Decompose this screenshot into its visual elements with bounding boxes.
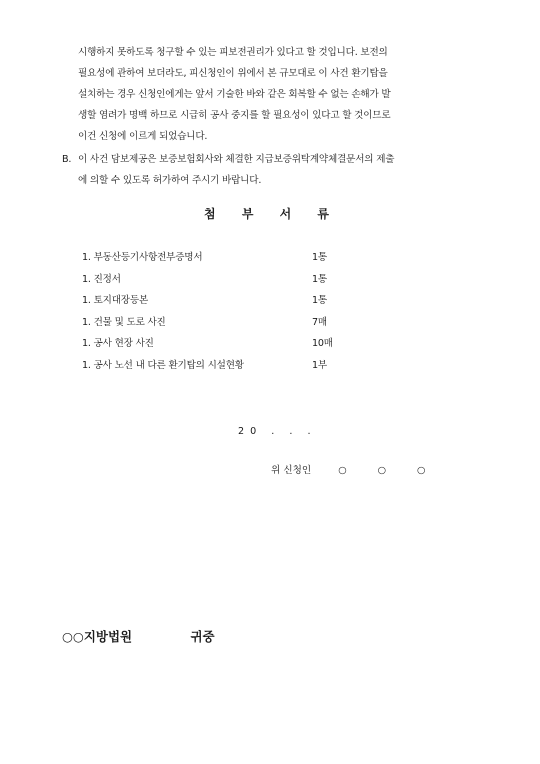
court-name: ○○지방법원 <box>62 629 133 644</box>
attachment-name: 1. 진정서 <box>82 273 121 285</box>
attachment-name: 1. 공사 노선 내 다른 환기탑의 시설현황 <box>82 359 244 371</box>
item-b-text: 이 사건 담보제공은 보증보험회사와 체결한 지급보증위탁계약체결문서의 제출 <box>78 154 395 165</box>
attachment-row <box>82 355 352 377</box>
paragraph-line: 생할 염려가 명백 하므로 시급히 공사 중지를 할 필요성이 있다고 할 것이므로 <box>78 110 391 121</box>
paragraph-line: 필요성에 관하여 보더라도, 피신청인이 위에서 본 규모대로 이 사건 환기탑을 <box>78 68 388 79</box>
attachment-quantity: 10매 <box>312 338 333 349</box>
paragraph-line: 이건 신청에 이르게 되었습니다. <box>78 131 208 142</box>
addressee-honorific: 귀중 <box>190 629 215 644</box>
attachment-row <box>82 247 352 269</box>
attachment-quantity: 1통 <box>312 252 327 263</box>
paragraph-line: 시행하지 못하도록 청구할 수 있는 피보전권리가 있다고 할 것입니다. 보전의 <box>78 47 388 58</box>
attachment-row <box>82 290 352 312</box>
attachment-name: 1. 건물 및 도로 사진 <box>82 316 166 328</box>
item-marker: B. <box>62 154 72 165</box>
signer-line <box>271 462 439 476</box>
attachment-quantity: 7매 <box>312 316 327 328</box>
signer-name-placeholder: ○ ○ ○ <box>338 465 440 476</box>
filing-date: 20 . . . <box>238 426 317 437</box>
attachments-heading: 첨 부 서 류 <box>204 207 340 221</box>
body-paragraph <box>78 42 498 147</box>
attachment-quantity: 1부 <box>312 359 327 371</box>
attachments-list <box>82 247 352 376</box>
paragraph-line: 설치하는 경우 신청인에게는 앞서 기술한 바와 같은 회복할 수 없는 손해가 발 <box>78 89 391 100</box>
item-b-first-line <box>62 149 502 170</box>
security-request-item <box>62 149 502 191</box>
attachment-row <box>82 312 352 334</box>
attachment-quantity: 1통 <box>312 273 327 285</box>
addressee-line <box>62 627 215 645</box>
attachment-quantity: 1통 <box>312 295 327 306</box>
item-b-continuation: 에 의할 수 있도록 허가하여 주시기 바랍니다. <box>78 175 262 186</box>
attachment-row <box>82 333 352 355</box>
attachment-name: 1. 토지대장등본 <box>82 295 149 306</box>
attachment-row <box>82 269 352 291</box>
attachment-name: 1. 공사 현장 사진 <box>82 338 154 349</box>
attachment-name: 1. 부동산등기사항전부증명서 <box>82 252 203 263</box>
signer-label: 위 신청인 <box>271 465 312 476</box>
